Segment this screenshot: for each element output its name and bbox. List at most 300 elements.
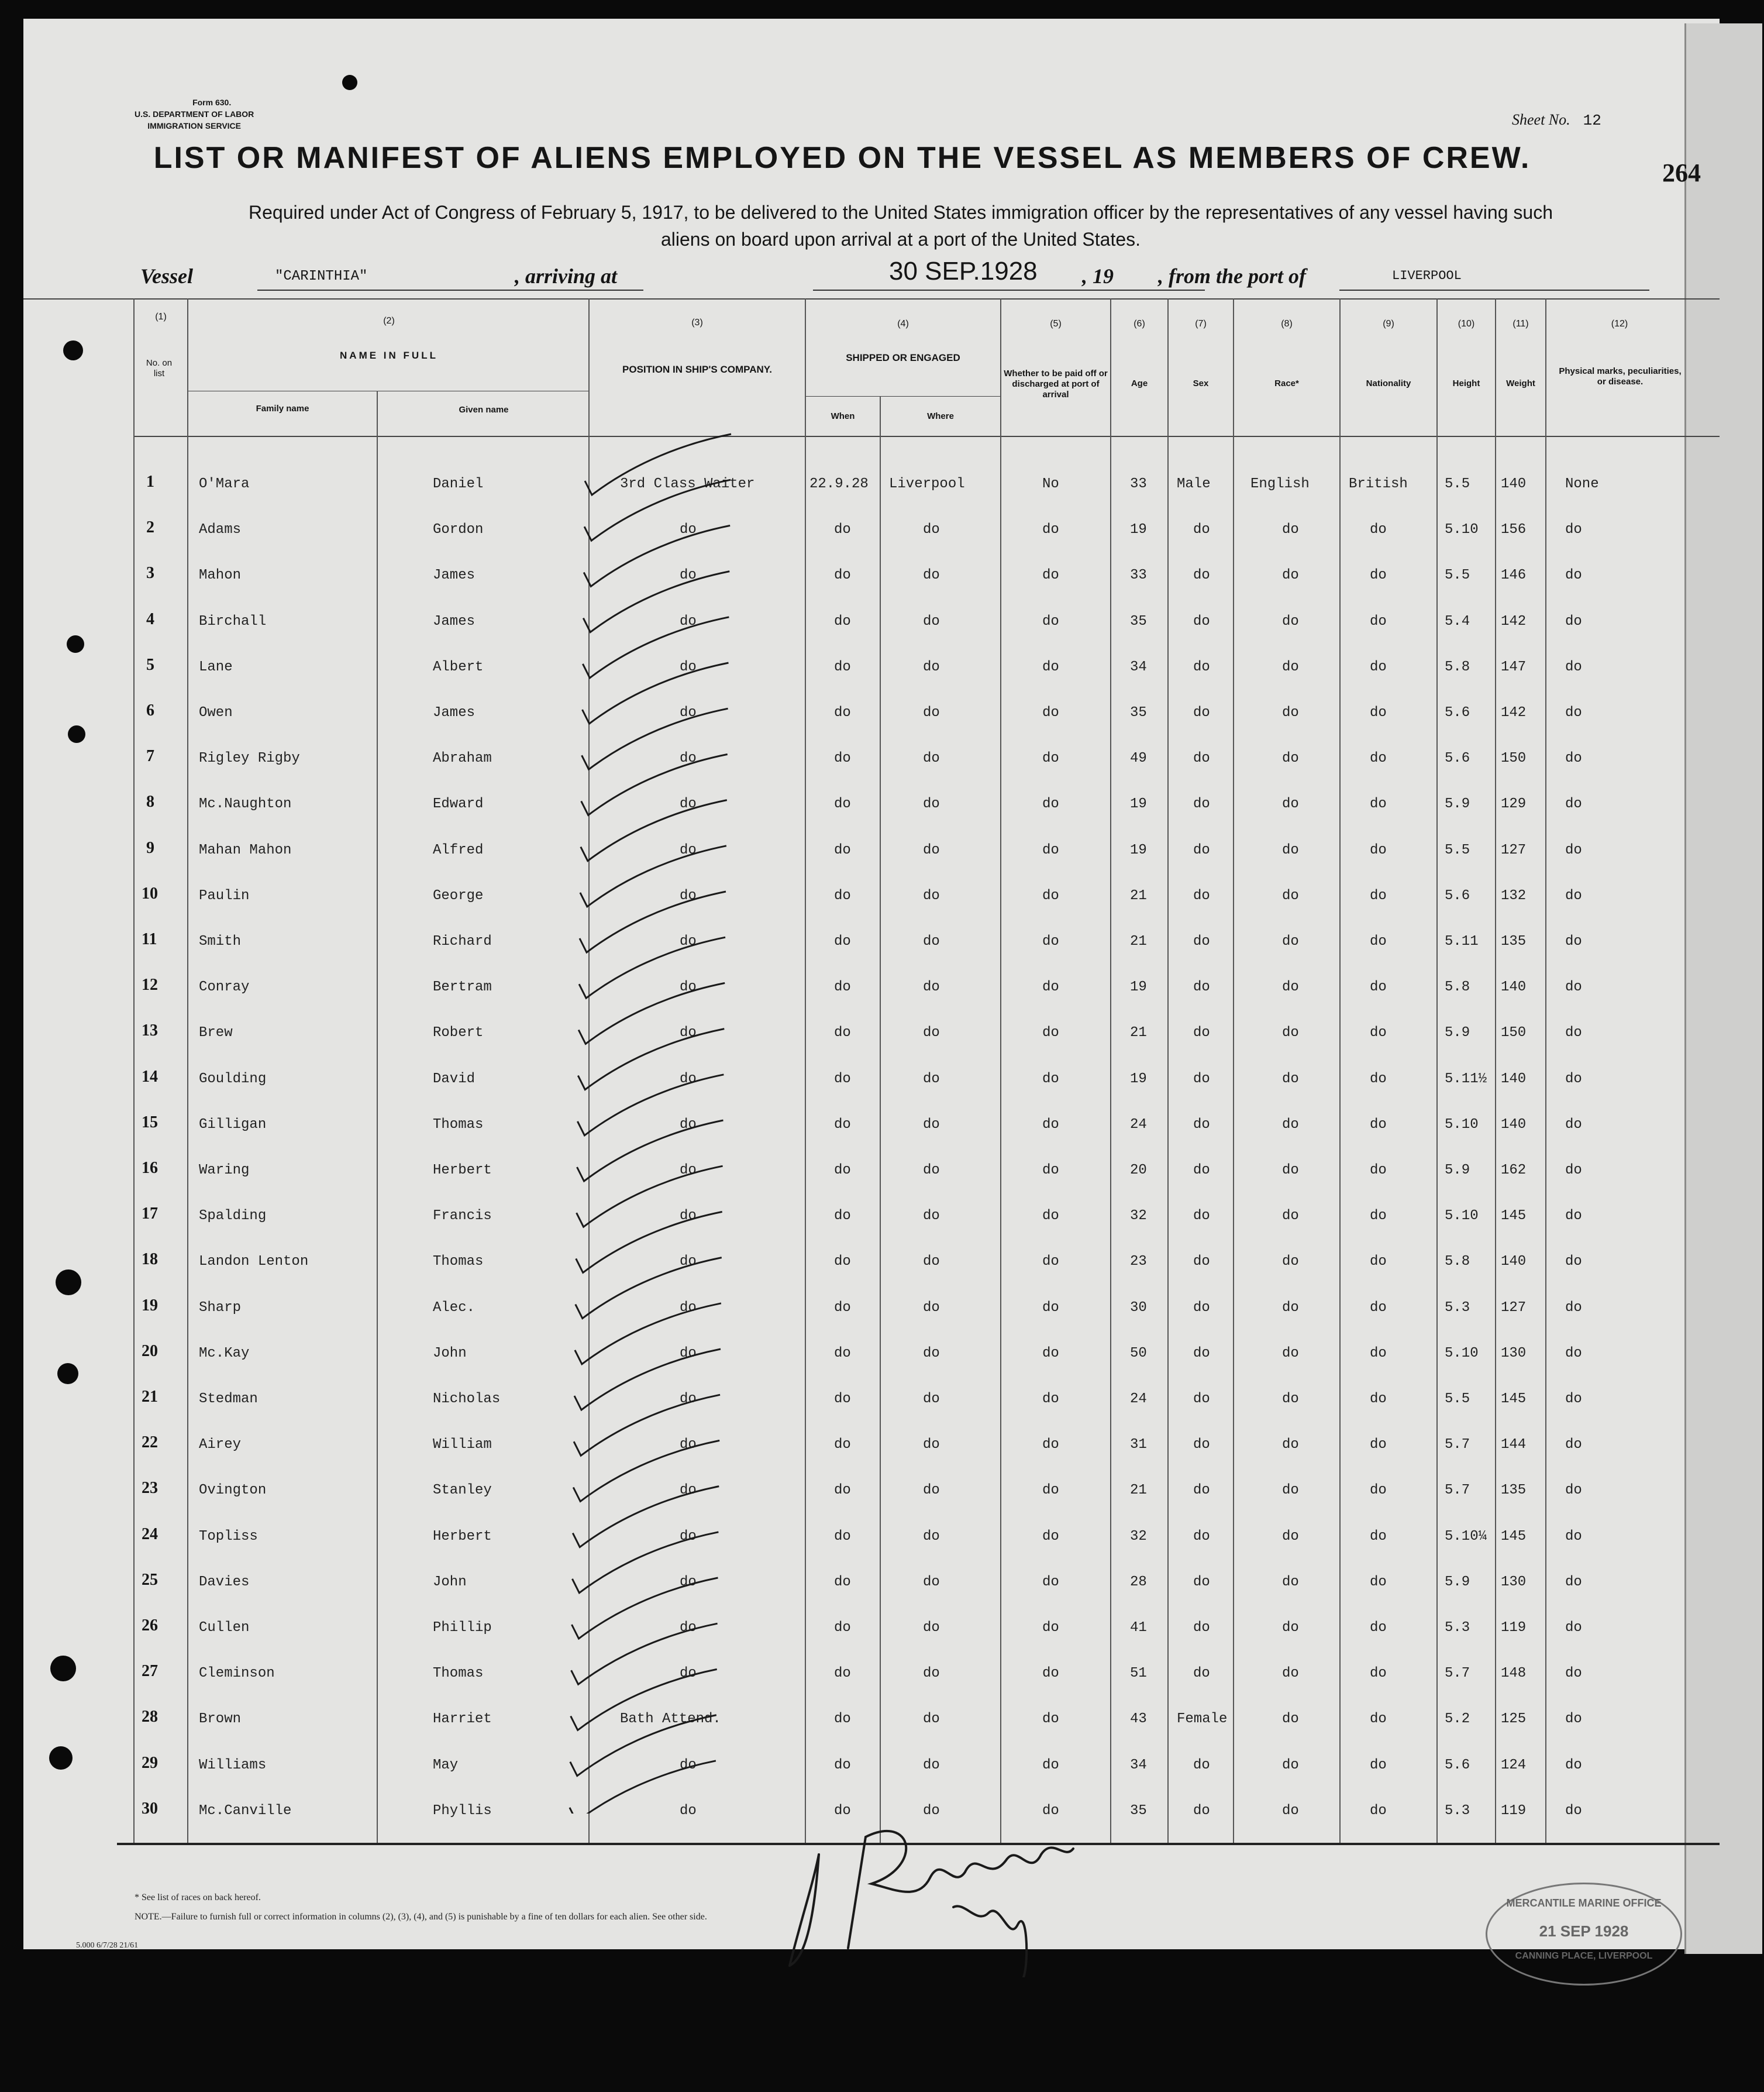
- age: 23: [1130, 1254, 1147, 1269]
- column-number: (9): [1383, 319, 1394, 329]
- weight: 148: [1501, 1666, 1527, 1681]
- height: 5.5: [1445, 842, 1470, 858]
- punch-hole: [342, 75, 357, 90]
- height: 5.6: [1445, 1757, 1470, 1773]
- position: do: [680, 1208, 697, 1224]
- physical-marks: do: [1565, 1757, 1582, 1773]
- vessel-row: [140, 257, 1708, 295]
- weight: 119: [1501, 1620, 1527, 1636]
- paid-off: do: [1042, 751, 1059, 766]
- paid-off: do: [1042, 1025, 1059, 1041]
- stamp-date: 21 SEP 1928: [1539, 1922, 1629, 1940]
- given-name: Herbert: [433, 1162, 492, 1178]
- row-number: 21: [142, 1388, 158, 1406]
- shipped-when: do: [834, 614, 851, 629]
- given-name: David: [433, 1071, 476, 1087]
- given-name: Richard: [433, 934, 492, 949]
- given-name: Abraham: [433, 751, 492, 766]
- check-mark: [576, 1212, 722, 1272]
- nationality: do: [1370, 1482, 1387, 1498]
- given-name: Nicholas: [433, 1391, 501, 1407]
- shipped-where: do: [923, 1574, 940, 1590]
- column-divider: [1545, 298, 1546, 1843]
- weight: 129: [1501, 796, 1527, 812]
- paid-off: do: [1042, 659, 1059, 675]
- height: 5.10: [1445, 1117, 1479, 1133]
- nationality: do: [1370, 796, 1387, 812]
- row-number: 22: [142, 1433, 158, 1451]
- punch-hole: [56, 1269, 81, 1295]
- paid-off: do: [1042, 1666, 1059, 1681]
- header-weight: Weight: [1506, 379, 1535, 388]
- age: 43: [1130, 1711, 1147, 1727]
- header-where: Where: [927, 411, 954, 421]
- age: 35: [1130, 614, 1147, 629]
- race: do: [1282, 1529, 1299, 1544]
- family-name: Ovington: [199, 1482, 267, 1498]
- age: 21: [1130, 1025, 1147, 1041]
- shipped-where: do: [923, 1208, 940, 1224]
- shipped-where: do: [923, 614, 940, 629]
- weight: 140: [1501, 1254, 1527, 1269]
- shipped-where: do: [923, 1711, 940, 1727]
- position: do: [680, 979, 697, 995]
- column-divider: [1110, 298, 1111, 1843]
- check-mark: [576, 1258, 722, 1319]
- family-name: Topliss: [199, 1529, 258, 1544]
- age: 21: [1130, 934, 1147, 949]
- height: 5.5: [1445, 567, 1470, 583]
- race: do: [1282, 705, 1299, 721]
- race: do: [1282, 1803, 1299, 1819]
- shipped-where: do: [923, 522, 940, 538]
- nationality: do: [1370, 1254, 1387, 1269]
- shipped-when: do: [834, 1666, 851, 1681]
- shipped-when: do: [834, 1071, 851, 1087]
- shipped-when: do: [834, 979, 851, 995]
- shipped-when: do: [834, 1162, 851, 1178]
- position: do: [680, 1025, 697, 1041]
- sex: do: [1193, 614, 1210, 629]
- row-number: 2: [146, 518, 154, 536]
- nationality: do: [1370, 705, 1387, 721]
- physical-marks: do: [1565, 1346, 1582, 1361]
- check-mark: [580, 846, 726, 907]
- nationality: do: [1370, 1391, 1387, 1407]
- physical-marks: do: [1565, 705, 1582, 721]
- column-divider: [880, 396, 881, 1843]
- age: 33: [1130, 476, 1147, 492]
- shipped-where: do: [923, 1620, 940, 1636]
- header-shipped-engaged: SHIPPED OR ENGAGED: [846, 352, 960, 363]
- column-number: (7): [1195, 319, 1207, 329]
- position: do: [680, 659, 697, 675]
- row-number: 7: [146, 747, 154, 765]
- shipped-where: do: [923, 1254, 940, 1269]
- paid-off: do: [1042, 934, 1059, 949]
- age: 33: [1130, 567, 1147, 583]
- column-divider: [1436, 298, 1438, 1843]
- age: 21: [1130, 1482, 1147, 1498]
- row-number: 17: [142, 1205, 158, 1223]
- nationality: do: [1370, 842, 1387, 858]
- shipped-where: do: [923, 1482, 940, 1498]
- given-name: James: [433, 614, 476, 629]
- given-name: James: [433, 567, 476, 583]
- paid-off: do: [1042, 614, 1059, 629]
- family-name: Landon Lenton: [199, 1254, 309, 1269]
- shipped-where: do: [923, 979, 940, 995]
- given-name: Albert: [433, 659, 484, 675]
- race: do: [1282, 979, 1299, 995]
- weight: 147: [1501, 659, 1527, 675]
- sex: do: [1193, 705, 1210, 721]
- table-top-border: [23, 298, 1720, 300]
- physical-marks: do: [1565, 751, 1582, 766]
- position: do: [680, 1574, 697, 1590]
- check-mark: [573, 1487, 719, 1547]
- given-name: George: [433, 888, 484, 904]
- race: do: [1282, 1574, 1299, 1590]
- height: 5.9: [1445, 796, 1470, 812]
- nationality: do: [1370, 614, 1387, 629]
- check-mark: [572, 1578, 718, 1639]
- nationality: do: [1370, 1300, 1387, 1316]
- weight: 130: [1501, 1346, 1527, 1361]
- paid-off: do: [1042, 1620, 1059, 1636]
- stamp-line-2: CANNING PLACE, LIVERPOOL: [1515, 1951, 1653, 1961]
- row-number: 19: [142, 1296, 158, 1315]
- age: 35: [1130, 705, 1147, 721]
- shipped-where: do: [923, 796, 940, 812]
- given-name: Robert: [433, 1025, 484, 1041]
- given-name: Francis: [433, 1208, 492, 1224]
- sex: do: [1193, 659, 1210, 675]
- sex: Male: [1177, 476, 1211, 492]
- physical-marks: do: [1565, 1071, 1582, 1087]
- nationality: do: [1370, 1711, 1387, 1727]
- arriving-label: , arriving at: [515, 264, 618, 288]
- vessel-underline: [257, 290, 643, 291]
- shipped-when: do: [834, 888, 851, 904]
- age: 51: [1130, 1666, 1147, 1681]
- shipped-when: do: [834, 1254, 851, 1269]
- nationality: do: [1370, 751, 1387, 766]
- column-divider: [133, 298, 135, 1843]
- sex: do: [1193, 567, 1210, 583]
- position: do: [680, 705, 697, 721]
- position: do: [680, 614, 697, 629]
- age: 24: [1130, 1117, 1147, 1133]
- family-name: Williams: [199, 1757, 267, 1773]
- check-mark: [578, 1029, 724, 1090]
- race: do: [1282, 888, 1299, 904]
- given-name: Thomas: [433, 1666, 484, 1681]
- height: 5.2: [1445, 1711, 1470, 1727]
- header-bottom-border: [133, 436, 1720, 437]
- physical-marks: do: [1565, 1529, 1582, 1544]
- check-mark: [585, 434, 731, 495]
- header-nationality: Nationality: [1366, 379, 1411, 388]
- race: do: [1282, 659, 1299, 675]
- check-mark: [584, 525, 730, 586]
- officer-signature: [778, 1790, 1082, 1977]
- physical-marks: do: [1565, 1025, 1582, 1041]
- underlying-sheet-edge: [1684, 23, 1762, 1954]
- weight: 140: [1501, 979, 1527, 995]
- arrival-date-stamp: 30 SEP.1928: [889, 257, 1038, 285]
- given-name: Phillip: [433, 1620, 492, 1636]
- weight: 142: [1501, 614, 1527, 629]
- physical-marks: do: [1565, 979, 1582, 995]
- column-divider: [187, 298, 188, 1843]
- given-name: Thomas: [433, 1254, 484, 1269]
- column-number: (3): [691, 318, 703, 328]
- physical-marks: do: [1565, 1300, 1582, 1316]
- check-mark: [573, 1440, 719, 1501]
- age: 34: [1130, 1757, 1147, 1773]
- shipped-when: do: [834, 567, 851, 583]
- physical-marks: do: [1565, 1391, 1582, 1407]
- race: do: [1282, 1162, 1299, 1178]
- nationality: do: [1370, 1666, 1387, 1681]
- physical-marks: do: [1565, 1482, 1582, 1498]
- row-number: 6: [146, 701, 154, 720]
- family-name: Owen: [199, 705, 233, 721]
- weight: 127: [1501, 842, 1527, 858]
- age: 24: [1130, 1391, 1147, 1407]
- row-number: 15: [142, 1113, 158, 1131]
- shipped-when: do: [834, 1391, 851, 1407]
- manifest-subtitle: [117, 199, 1684, 253]
- column-divider: [1000, 298, 1001, 1843]
- age: 19: [1130, 522, 1147, 538]
- physical-marks: None: [1565, 476, 1599, 492]
- column-number: (5): [1050, 319, 1062, 329]
- physical-marks: do: [1565, 888, 1582, 904]
- column-number: (4): [897, 319, 909, 329]
- sex: do: [1193, 1620, 1210, 1636]
- column-number: (11): [1513, 319, 1529, 329]
- paid-off: do: [1042, 1803, 1059, 1819]
- age: 32: [1130, 1529, 1147, 1544]
- year-label: , 19: [1082, 264, 1114, 288]
- nationality: do: [1370, 1574, 1387, 1590]
- paid-off: do: [1042, 705, 1059, 721]
- column-divider: [805, 298, 806, 1843]
- physical-marks: do: [1565, 842, 1582, 858]
- vessel-name: "CARINTHIA": [275, 269, 368, 284]
- height: 5.3: [1445, 1620, 1470, 1636]
- sex: do: [1193, 1574, 1210, 1590]
- weight: 130: [1501, 1574, 1527, 1590]
- punch-hole: [67, 635, 84, 653]
- paid-off: do: [1042, 1208, 1059, 1224]
- shipped-where: do: [923, 1346, 940, 1361]
- shipped-where: do: [923, 1666, 940, 1681]
- nationality: do: [1370, 659, 1387, 675]
- row-number: 28: [142, 1708, 158, 1726]
- height: 5.7: [1445, 1666, 1470, 1681]
- row-number: 30: [142, 1799, 158, 1818]
- age: 31: [1130, 1437, 1147, 1453]
- check-mark: [578, 983, 725, 1044]
- shipped-when: do: [834, 1117, 851, 1133]
- shipped-when: do: [834, 1711, 851, 1727]
- punch-hole: [50, 1656, 76, 1681]
- race: do: [1282, 1300, 1299, 1316]
- header-paid-off: Whether to be paid off or discharged at port of arrival: [1004, 369, 1108, 400]
- height: 5.8: [1445, 979, 1470, 995]
- race: do: [1282, 1757, 1299, 1773]
- row-number: 14: [142, 1068, 158, 1086]
- paid-off: do: [1042, 1071, 1059, 1087]
- family-name: Sharp: [199, 1300, 242, 1316]
- nationality: do: [1370, 1620, 1387, 1636]
- header-age: Age: [1131, 379, 1148, 388]
- check-mark: [574, 1395, 720, 1456]
- position: do: [680, 1391, 697, 1407]
- sex: do: [1193, 1025, 1210, 1041]
- family-name: Paulin: [199, 888, 250, 904]
- vessel-label: Vessel: [140, 264, 193, 288]
- height: 5.6: [1445, 705, 1470, 721]
- family-name: Davies: [199, 1574, 250, 1590]
- shipped-where: do: [923, 1391, 940, 1407]
- manifest-title: LIST OR MANIFEST OF ALIENS EMPLOYED ON THE VESSEL AS MEMBERS OF CREW.: [153, 141, 1531, 175]
- sheet-number-value: 12: [1583, 112, 1601, 129]
- sex: do: [1193, 1346, 1210, 1361]
- paid-off: do: [1042, 1482, 1059, 1498]
- check-mark: [571, 1669, 717, 1730]
- punch-hole: [63, 340, 83, 360]
- position: do: [680, 1162, 697, 1178]
- family-name: Mahon: [199, 567, 242, 583]
- given-name: Alec.: [433, 1300, 476, 1316]
- shipped-when: do: [834, 751, 851, 766]
- physical-marks: do: [1565, 796, 1582, 812]
- weight: 145: [1501, 1391, 1527, 1407]
- sheet-number-label: Sheet No.: [1512, 111, 1570, 128]
- weight: 146: [1501, 567, 1527, 583]
- sex: do: [1193, 1071, 1210, 1087]
- sex: do: [1193, 1391, 1210, 1407]
- sex: do: [1193, 1437, 1210, 1453]
- given-name: Stanley: [433, 1482, 492, 1498]
- subtitle-line-2: aliens on board upon arrival at a port of the United States.: [660, 229, 1141, 250]
- given-name: John: [433, 1574, 467, 1590]
- shipped-when: do: [834, 705, 851, 721]
- shipped-when: do: [834, 1620, 851, 1636]
- paid-off: do: [1042, 1391, 1059, 1407]
- family-name: Goulding: [199, 1071, 267, 1087]
- physical-marks: do: [1565, 1803, 1582, 1819]
- weight: 150: [1501, 751, 1527, 766]
- sex: do: [1193, 1208, 1210, 1224]
- physical-marks: do: [1565, 522, 1582, 538]
- family-name: Cleminson: [199, 1666, 275, 1681]
- position: do: [680, 522, 697, 538]
- family-name: Airey: [199, 1437, 242, 1453]
- paid-off: do: [1042, 1574, 1059, 1590]
- header-name-in-full: NAME IN FULL: [340, 350, 438, 361]
- shipped-where: do: [923, 842, 940, 858]
- sex: do: [1193, 1162, 1210, 1178]
- paid-off: do: [1042, 1346, 1059, 1361]
- weight: 144: [1501, 1437, 1527, 1453]
- position: do: [680, 1117, 697, 1133]
- race: do: [1282, 934, 1299, 949]
- race: do: [1282, 1208, 1299, 1224]
- subtitle-line-1: Required under Act of Congress of February 5, 1917, to be delivered to the United States immigration officer by the representatives of any vessel having such: [249, 202, 1553, 223]
- given-name: Phyllis: [433, 1803, 492, 1819]
- column-number: (2): [383, 316, 395, 326]
- row-number: 24: [142, 1525, 158, 1543]
- sex: do: [1193, 842, 1210, 858]
- nationality: do: [1370, 934, 1387, 949]
- nationality: do: [1370, 1529, 1387, 1544]
- weight: 140: [1501, 1071, 1527, 1087]
- row-number: 16: [142, 1159, 158, 1177]
- sex: do: [1193, 888, 1210, 904]
- height: 5.5: [1445, 1391, 1470, 1407]
- physical-marks: do: [1565, 567, 1582, 583]
- row-number: 11: [142, 930, 157, 948]
- print-code: 5.000 6/7/28 21/61: [76, 1941, 139, 1950]
- race: do: [1282, 796, 1299, 812]
- shipped-where: do: [923, 1117, 940, 1133]
- position: do: [680, 1071, 697, 1087]
- shipped-where: do: [923, 567, 940, 583]
- family-name: Spalding: [199, 1208, 267, 1224]
- race: do: [1282, 1437, 1299, 1453]
- age: 30: [1130, 1300, 1147, 1316]
- sex: do: [1193, 1529, 1210, 1544]
- position: do: [680, 751, 697, 766]
- position: do: [680, 1346, 697, 1361]
- given-name: Daniel: [433, 476, 484, 492]
- race: do: [1282, 842, 1299, 858]
- family-name: Smith: [199, 934, 242, 949]
- family-name: Mahan Mahon: [199, 842, 292, 858]
- row-number: 20: [142, 1342, 158, 1360]
- punch-hole: [49, 1746, 73, 1770]
- age: 50: [1130, 1346, 1147, 1361]
- check-mark: [570, 1761, 716, 1814]
- race: do: [1282, 1620, 1299, 1636]
- sex: do: [1193, 1757, 1210, 1773]
- check-mark: [580, 892, 726, 952]
- given-name: John: [433, 1346, 467, 1361]
- header-race: Race*: [1274, 379, 1299, 388]
- race: do: [1282, 1117, 1299, 1133]
- paid-off: do: [1042, 842, 1059, 858]
- family-name: Mc.Kay: [199, 1346, 250, 1361]
- sex: do: [1193, 1117, 1210, 1133]
- weight: 150: [1501, 1025, 1527, 1041]
- height: 5.3: [1445, 1300, 1470, 1316]
- port-underline: [1339, 290, 1649, 291]
- physical-marks: do: [1565, 1208, 1582, 1224]
- shipped-where: do: [923, 659, 940, 675]
- shipped-when: do: [834, 1574, 851, 1590]
- shipped-when: do: [834, 1346, 851, 1361]
- paid-off: do: [1042, 1300, 1059, 1316]
- height: 5.6: [1445, 751, 1470, 766]
- family-name: Rigley Rigby: [199, 751, 300, 766]
- header-family-name: Family name: [256, 404, 309, 414]
- punch-hole: [68, 725, 85, 743]
